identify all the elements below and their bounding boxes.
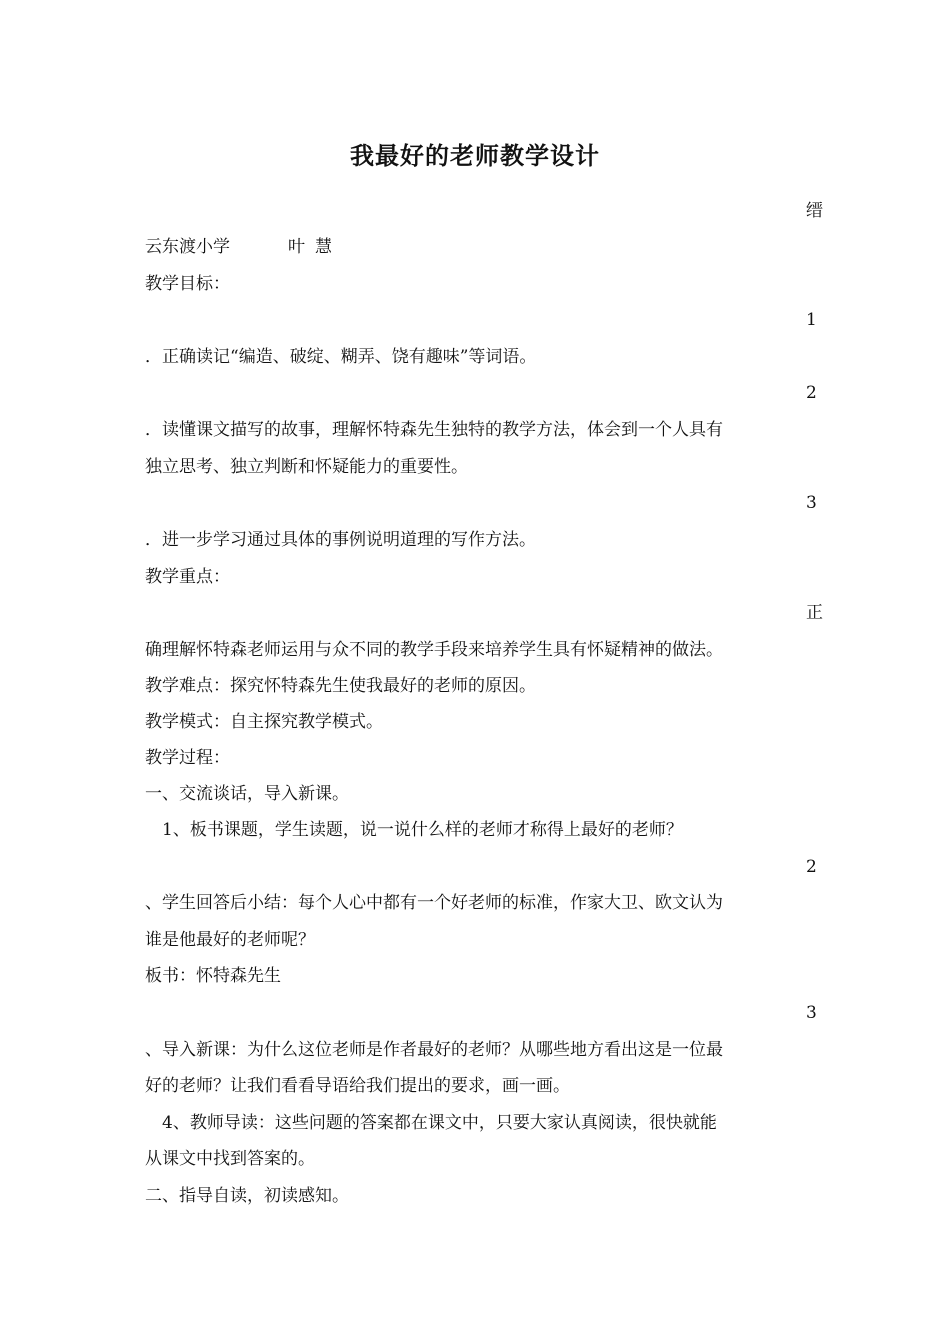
text-line: 好的老师？让我们看看导语给我们提出的要求，画一画。 bbox=[145, 1076, 570, 1096]
text-line: 教学难点：探究怀特森先生使我最好的老师的原因。 bbox=[145, 676, 536, 696]
text-line: 、导入新课：为什么这位老师是作者最好的老师？从哪些地方看出这是一位最 bbox=[145, 1040, 723, 1060]
text-line: 谁是他最好的老师呢？ bbox=[145, 930, 315, 950]
text-line: ．正确读记“编造、破绽、糊弄、饶有趣味”等词语。 bbox=[145, 347, 537, 367]
section-heading: 教学过程： bbox=[145, 748, 230, 768]
author-line bbox=[145, 236, 332, 258]
text-line: 从课文中找到答案的。 bbox=[145, 1149, 315, 1169]
text-line: 独立思考、独立判断和怀疑能力的重要性。 bbox=[145, 457, 468, 477]
text-line: 、学生回答后小结：每个人心中都有一个好老师的标准，作家大卫、欧文认为 bbox=[145, 893, 723, 913]
text-line: ．进一步学习通过具体的事例说明道理的写作方法。 bbox=[145, 530, 536, 550]
right-margin-note: 3 bbox=[806, 493, 817, 513]
text-line: 板书：怀特森先生 bbox=[145, 966, 281, 986]
text-line: 1、板书课题，学生读题，说一说什么样的老师才称得上最好的老师？ bbox=[145, 820, 683, 840]
text-line: 教学模式：自主探究教学模式。 bbox=[145, 712, 383, 732]
section-heading: 教学重点： bbox=[145, 567, 230, 587]
text-line: 确理解怀特森老师运用与众不同的教学手段来培养学生具有怀疑精神的做法。 bbox=[145, 640, 723, 660]
right-margin-note: 2 bbox=[806, 383, 817, 403]
text-line: 4、教师导读：这些问题的答案都在课文中，只要大家认真阅读，很快就能 bbox=[145, 1113, 717, 1133]
right-margin-note: 缙 bbox=[806, 201, 823, 221]
right-margin-note: 3 bbox=[806, 1003, 817, 1023]
right-margin-note: 2 bbox=[806, 857, 817, 877]
section-heading: 教学目标： bbox=[145, 274, 230, 294]
author-name-part: 叶 bbox=[288, 237, 305, 257]
author-name-part: 慧 bbox=[315, 237, 332, 257]
school-name: 云东渡小学 bbox=[145, 237, 230, 257]
page-title: 我最好的老师教学设计 bbox=[350, 141, 600, 170]
section-heading: 二、指导自读，初读感知。 bbox=[145, 1186, 349, 1206]
text-line: 一、交流谈话，导入新课。 bbox=[145, 784, 349, 804]
right-margin-note: 1 bbox=[806, 310, 817, 330]
text-line: ．读懂课文描写的故事，理解怀特森先生独特的教学方法，体会到一个人具有 bbox=[145, 420, 723, 440]
right-margin-note: 正 bbox=[806, 603, 823, 623]
